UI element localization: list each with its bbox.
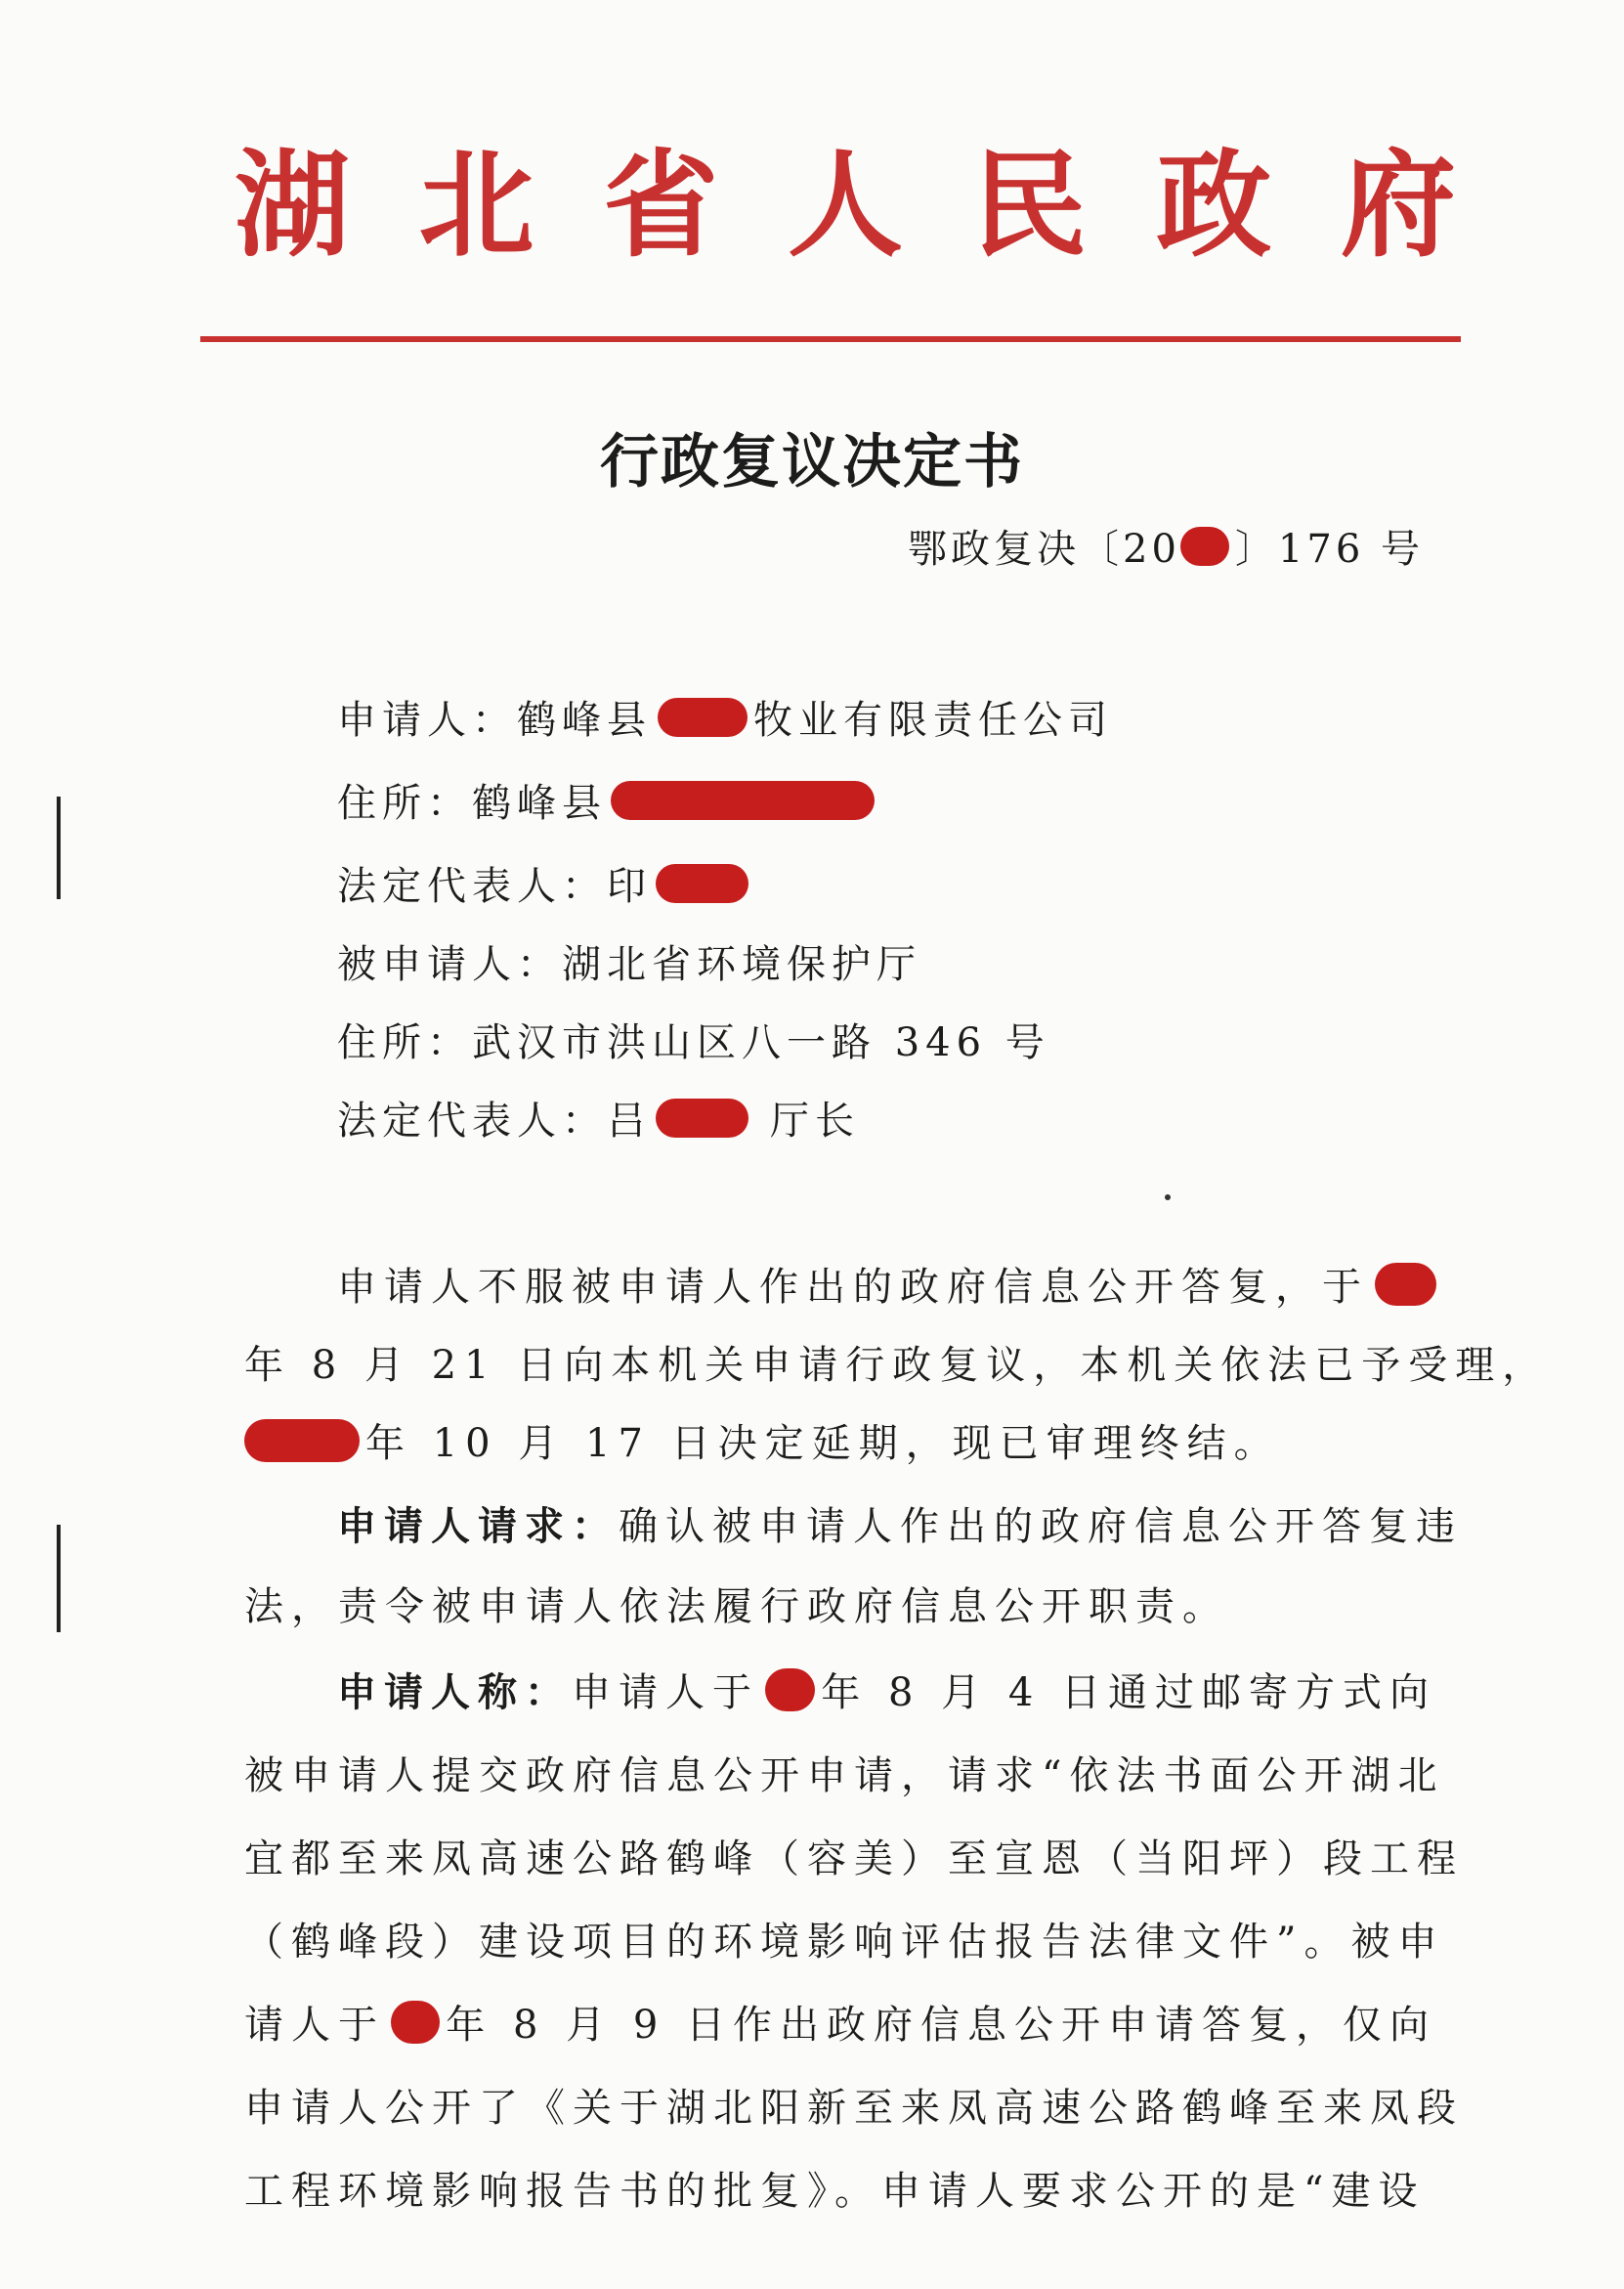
document-number (908, 518, 1424, 574)
paragraph-line (244, 2160, 1436, 2216)
redaction-mark (244, 1419, 360, 1462)
doc-number-prefix: 鄂政复决〔20 (908, 527, 1180, 572)
paragraph-line (244, 1412, 1436, 1468)
respondent-line (337, 933, 921, 989)
paragraph-text: 工程环境影响报告书的批复》。申请人要求公开的是“建设 (244, 2169, 1426, 2214)
header-char: 人 (787, 137, 903, 273)
paragraph-heading: 申请人请求： (337, 1503, 619, 1549)
paragraph-line (244, 1911, 1445, 1966)
doc-number-suffix: 〕176 号 (1234, 527, 1424, 572)
header-divider-line (200, 336, 1461, 342)
applicant-address-line (337, 772, 875, 828)
redaction-mark (765, 1668, 815, 1711)
paragraph-text: 被申请人提交政府信息公开申请，请求“依法书面公开湖北 (244, 1753, 1445, 1798)
header-char: 府 (1340, 137, 1456, 273)
paragraph-text: 请人于 (244, 2003, 385, 2048)
header-char: 民 (971, 137, 1088, 273)
paragraph-text: 年 10 月 17 日决定延期，现已审理终结。 (365, 1421, 1281, 1466)
paragraph-text: 申请人于 (572, 1670, 759, 1715)
redaction-mark (658, 698, 748, 737)
address-label: 住所： (337, 781, 472, 826)
header-char: 政 (1156, 137, 1272, 273)
header-char: 北 (418, 137, 534, 273)
rep-label: 法定代表人： (337, 864, 607, 909)
header-char: 湖 (235, 137, 351, 273)
redaction-mark (611, 781, 875, 820)
paragraph-line (244, 1334, 1550, 1390)
respondent-rep-title: 厅长 (770, 1099, 860, 1144)
respondent-address-label: 住所： (337, 1020, 472, 1065)
scan-speck (1165, 1194, 1171, 1200)
header-char: 省 (603, 137, 719, 273)
applicant-representative-line (337, 855, 748, 911)
applicant-value-start: 鹤峰县 (517, 698, 652, 743)
paragraph-line (244, 1828, 1464, 1883)
respondent-rep-value-start: 吕 (607, 1099, 652, 1144)
paragraph-text: 年 8 月 4 日通过邮寄方式向 (821, 1670, 1436, 1715)
respondent-address-value: 武汉市洪山区八一路 346 号 (472, 1020, 1050, 1065)
margin-binding-mark (57, 797, 61, 899)
issuing-authority-header (235, 132, 1456, 279)
respondent-label: 被申请人： (337, 942, 562, 987)
paragraph-text: 法，责令被申请人依法履行政府信息公开职责。 (244, 1584, 1229, 1629)
paragraph-line (244, 2077, 1464, 2133)
redaction-mark (656, 1099, 748, 1138)
paragraph-text: 年 8 月 9 日作出政府信息公开申请答复，仅向 (446, 2003, 1436, 2048)
paragraph-text: （鹤峰段）建设项目的环境影响评估报告法律文件”。被申 (244, 1920, 1445, 1965)
paragraph-text: 确认被申请人作出的政府信息公开答复违 (619, 1504, 1463, 1549)
margin-binding-mark (57, 1525, 61, 1632)
paragraph-heading: 申请人称： (337, 1669, 572, 1715)
redaction-mark (1180, 527, 1229, 566)
paragraph-text: 申请人不服被申请人作出的政府信息公开答复，于 (337, 1265, 1369, 1310)
rep-value-start: 印 (607, 864, 652, 909)
paragraph-text: 申请人公开了《关于湖北阳新至来凤高速公路鹤峰至来凤段 (244, 2086, 1464, 2131)
paragraph-line (244, 1576, 1436, 1631)
document-title: 行政复议决定书 (600, 428, 1024, 497)
respondent-value: 湖北省环境保护厅 (562, 942, 921, 987)
redaction-mark (656, 864, 748, 903)
address-value-start: 鹤峰县 (472, 781, 607, 826)
applicant-value-end: 牧业有限责任公司 (753, 698, 1113, 743)
paragraph-line (337, 1256, 1436, 1312)
paragraph-text: 年 8 月 21 日向本机关申请行政复议，本机关依法已予受理， (244, 1343, 1550, 1388)
paragraph-line (244, 1994, 1436, 2050)
respondent-address-line (337, 1012, 1050, 1067)
applicant-line (337, 689, 1113, 745)
applicant-label: 申请人： (337, 698, 517, 743)
paragraph-text: 宜都至来凤高速公路鹤峰（容美）至宣恩（当阳坪）段工程 (244, 1836, 1464, 1881)
respondent-rep-label: 法定代表人： (337, 1099, 607, 1144)
respondent-representative-line (337, 1090, 860, 1145)
redaction-mark (1375, 1263, 1436, 1306)
paragraph-line (337, 1662, 1436, 1717)
paragraph-line (244, 1745, 1445, 1800)
paragraph-line (337, 1495, 1463, 1551)
redaction-mark (391, 2001, 440, 2044)
